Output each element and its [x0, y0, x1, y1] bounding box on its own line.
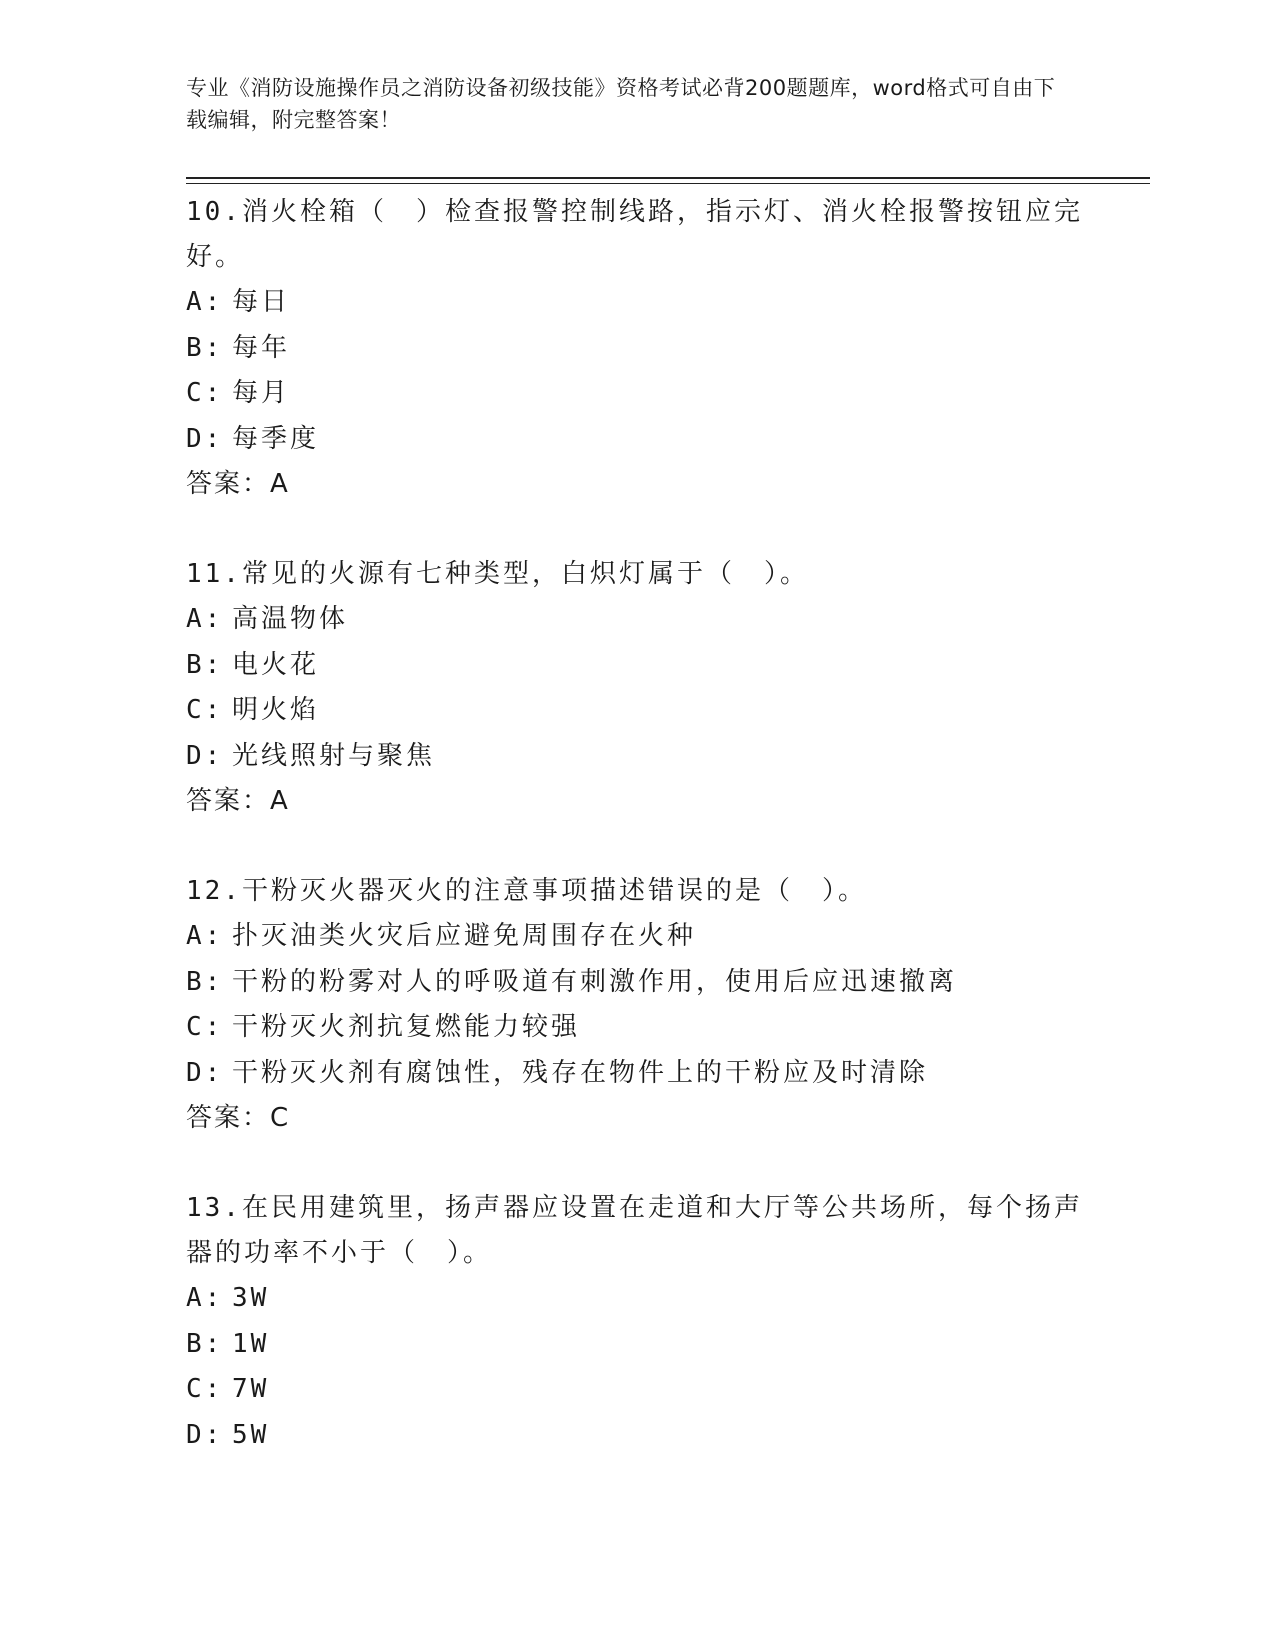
question-stem: 11.常见的火源有七种类型，白炽灯属于（ ）。 [186, 559, 809, 589]
option-key: C: [186, 1012, 224, 1042]
option-text: 电火花 [232, 649, 320, 680]
question-stem: 13.在民用建筑里，扬声器应设置在走道和大厅等公共场所，每个扬声器的功率不小于（ ）。 [186, 1193, 1083, 1268]
option-a [186, 914, 1086, 960]
option-key: A: [186, 1283, 224, 1313]
option-key: D: [186, 740, 224, 771]
option-d [186, 417, 1086, 463]
option-key: B: [186, 649, 224, 680]
option-text: 光线照射与聚焦 [232, 740, 436, 771]
option-key: B: [186, 332, 224, 363]
option-c [186, 1005, 1086, 1051]
question-10 [186, 190, 1086, 507]
option-d [186, 1051, 1086, 1097]
option-text: 干粉的粉雾对人的呼吸道有刺激作用，使用后应迅速撤离 [232, 966, 958, 997]
header-divider-thick [186, 177, 1150, 179]
option-c [186, 688, 1086, 734]
header-divider-thin [186, 183, 1150, 184]
option-text: 明火焰 [232, 695, 320, 725]
question-11 [186, 552, 1086, 824]
option-text: 每月 [232, 378, 291, 408]
option-text: 1W [232, 1328, 270, 1359]
question-12 [186, 869, 1086, 1141]
option-key: A: [186, 921, 224, 951]
answer-line: 答案：C [186, 1103, 291, 1133]
option-key: D: [186, 423, 224, 454]
question-13 [186, 1186, 1086, 1458]
answer-line: 答案：A [186, 469, 290, 499]
option-b [186, 1322, 1086, 1368]
option-text: 每季度 [232, 423, 320, 454]
question-stem: 12.干粉灭火器灭火的注意事项描述错误的是（ ）。 [186, 876, 867, 906]
question-list [186, 190, 1086, 1503]
option-text: 3W [232, 1283, 270, 1313]
option-c [186, 1367, 1086, 1413]
option-key: D: [186, 1057, 224, 1088]
option-b [186, 960, 1086, 1006]
document-intro: 专业《消防设施操作员之消防设备初级技能》资格考试必背200题题库，word格式可自由下载编辑，附完整答案！ [186, 76, 1056, 132]
option-a [186, 280, 1086, 326]
option-text: 干粉灭火剂有腐蚀性，残存在物件上的干粉应及时清除 [232, 1057, 929, 1088]
option-text: 每年 [232, 332, 291, 363]
option-text: 5W [232, 1419, 270, 1450]
option-b [186, 643, 1086, 689]
option-text: 7W [232, 1374, 270, 1404]
option-key: D: [186, 1419, 224, 1450]
option-text: 扑灭油类火灾后应避免周围存在火种 [232, 921, 697, 951]
option-text: 干粉灭火剂抗复燃能力较强 [232, 1012, 581, 1042]
option-key: C: [186, 1374, 224, 1404]
option-key: B: [186, 966, 224, 997]
option-d [186, 1413, 1086, 1459]
option-key: A: [186, 287, 224, 317]
option-c [186, 371, 1086, 417]
option-a [186, 1276, 1086, 1322]
option-key: C: [186, 695, 224, 725]
option-b [186, 326, 1086, 372]
option-text: 每日 [232, 287, 291, 317]
option-a [186, 597, 1086, 643]
question-stem: 10.消火栓箱（ ）检查报警控制线路，指示灯、消火栓报警按钮应完好。 [186, 197, 1083, 272]
answer-line: 答案：A [186, 786, 290, 816]
option-key: A: [186, 604, 224, 634]
option-d [186, 734, 1086, 780]
option-key: B: [186, 1328, 224, 1359]
option-key: C: [186, 378, 224, 408]
option-text: 高温物体 [232, 604, 349, 634]
